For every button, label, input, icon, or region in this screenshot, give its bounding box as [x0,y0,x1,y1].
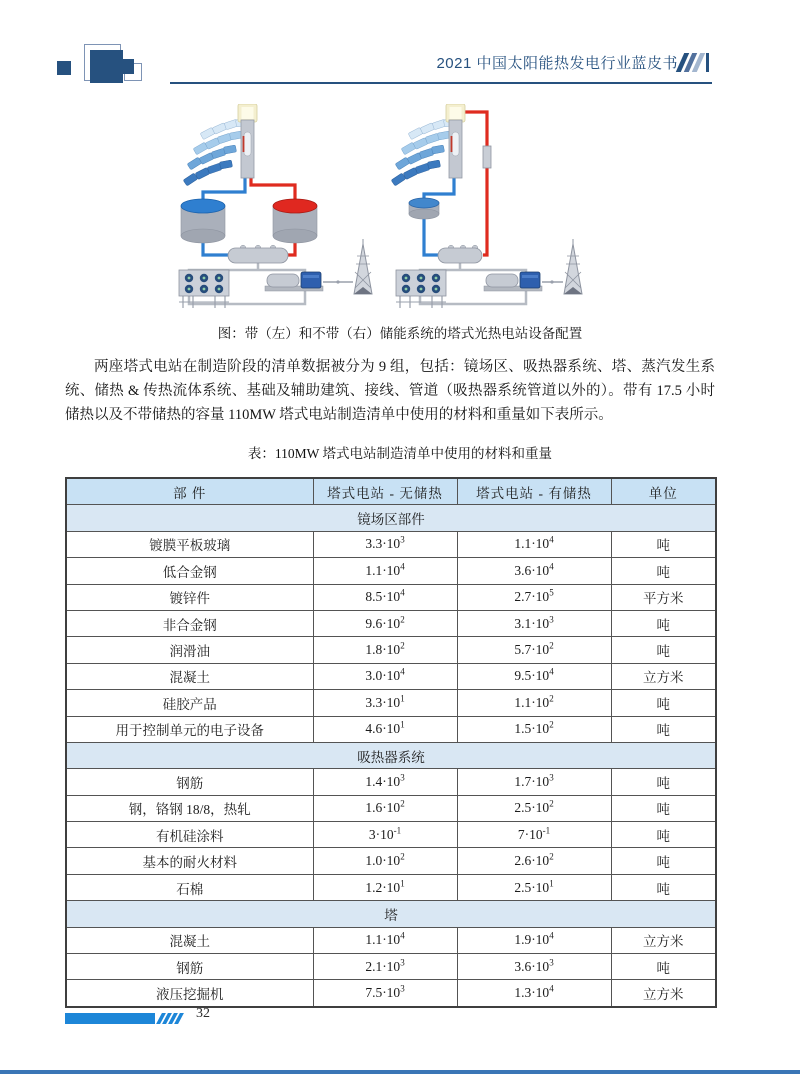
component-cell: 混凝土 [66,663,313,689]
unit-cell: 吨 [611,822,716,848]
deco-square-mid [119,59,134,74]
heliostat-field-icon [391,118,456,186]
section-cell: 塔 [66,901,716,927]
page-number: 32 [196,1006,210,1021]
value-cell-no-storage: $3.3\cdot 10^3$ [313,531,457,557]
component-cell: 非合金钢 [66,610,313,636]
value-cell-with-storage: $7\cdot 10^{-1}$ [457,822,611,848]
component-cell: 镀锌件 [66,584,313,610]
value-cell-with-storage: $1.3\cdot 10^4$ [457,980,611,1007]
table-section-row [66,742,716,768]
materials-table-container [65,477,717,1008]
table-section-row [66,505,716,531]
section-cell: 镜场区部件 [66,505,716,531]
value-cell-no-storage: $1.8\cdot 10^2$ [313,637,457,663]
component-cell: 液压挖掘机 [66,980,313,1007]
table-row [66,822,716,848]
component-cell: 钢，铬钢 18/8，热轧 [66,795,313,821]
component-cell: 硅胶产品 [66,690,313,716]
document-title: 2021 中国太阳能热发电行业蓝皮书 [436,55,678,72]
table-row [66,874,716,900]
value-cell-no-storage: $7.5\cdot 10^3$ [313,980,457,1007]
unit-cell: 吨 [611,848,716,874]
deco-square-small [57,61,71,75]
section-cell: 吸热器系统 [66,742,716,768]
table-row [66,663,716,689]
column-header-component: 部 件 [66,478,313,505]
value-cell-no-storage: $3.3\cdot 10^1$ [313,690,457,716]
value-cell-no-storage: $1.0\cdot 10^2$ [313,848,457,874]
unit-cell: 吨 [611,716,716,742]
value-cell-with-storage: $5.7\cdot 10^2$ [457,637,611,663]
footer-bar [65,1013,155,1024]
component-cell: 润滑油 [66,637,313,663]
steam-generator-icon [228,245,288,263]
component-cell: 有机硅涂料 [66,822,313,848]
tower-receiver-icon [446,104,465,178]
unit-cell: 吨 [611,874,716,900]
value-cell-with-storage: $1.7\cdot 10^3$ [457,769,611,795]
component-cell: 混凝土 [66,927,313,953]
unit-cell: 立方米 [611,927,716,953]
value-cell-with-storage: $2.5\cdot 10^2$ [457,795,611,821]
unit-cell: 立方米 [611,663,716,689]
table-row [66,848,716,874]
table-title: 表：110MW 塔式电站制造清单中使用的材料和重量 [247,446,553,461]
component-cell: 钢筋 [66,954,313,980]
header-vertical-bar [706,53,709,72]
unit-cell: 吨 [611,637,716,663]
tower-receiver-icon [238,104,257,178]
value-cell-with-storage: $2.7\cdot 10^5$ [457,584,611,610]
value-cell-with-storage: $3.6\cdot 10^3$ [457,954,611,980]
column-header-with-storage: 塔式电站 - 有储热 [457,478,611,505]
unit-cell: 吨 [611,610,716,636]
unit-cell: 吨 [611,690,716,716]
column-header-no-storage: 塔式电站 - 无储热 [313,478,457,505]
table-row [66,584,716,610]
turbine-generator-icon [484,272,542,291]
plant-with-storage-diagram [179,104,372,308]
heliostat-field-icon [183,118,248,186]
value-cell-with-storage: $1.1\cdot 10^2$ [457,690,611,716]
table-row [66,927,716,953]
transmission-tower-icon [354,239,372,294]
body-paragraph: 两座塔式电站在制造阶段的清单数据被分为 9 组，包括：镜场区、吸热器系统、塔、蒸汽发生系统、储热 & 传热流体系统、基础及辅助建筑、接线、管道（吸热器系统管道以外的）。带有 17.5 小时储热以及不带储热的容量 110MW 塔式电站制造清单中使用的材料和重量如下表所示。 [65,359,715,423]
column-header-unit: 单位 [611,478,716,505]
table-row [66,954,716,980]
value-cell-no-storage: $4.6\cdot 10^1$ [313,716,457,742]
value-cell-with-storage: $3.1\cdot 10^3$ [457,610,611,636]
hot-tank-icon [273,199,317,243]
plant-without-storage-diagram [391,104,582,308]
component-cell: 钢筋 [66,769,313,795]
value-cell-with-storage: $1.1\cdot 10^4$ [457,531,611,557]
value-cell-no-storage: $1.1\cdot 10^4$ [313,558,457,584]
component-cell: 镀膜平板玻璃 [66,531,313,557]
unit-cell: 吨 [611,769,716,795]
buffer-tank-icon [409,198,439,219]
solar-plant-diagram [155,104,645,319]
table-header-row [66,478,716,505]
value-cell-with-storage: $3.6\cdot 10^4$ [457,558,611,584]
value-cell-no-storage: $1.6\cdot 10^2$ [313,795,457,821]
table-row [66,531,716,557]
value-cell-with-storage: $1.5\cdot 10^2$ [457,716,611,742]
header-slash-decoration [680,53,701,72]
value-cell-no-storage: $1.1\cdot 10^4$ [313,927,457,953]
unit-cell: 吨 [611,795,716,821]
cold-tank-icon [181,199,225,243]
table-row [66,795,716,821]
condenser-icon [179,270,229,308]
component-cell: 石棉 [66,874,313,900]
value-cell-no-storage: $2.1\cdot 10^3$ [313,954,457,980]
table-section-row [66,901,716,927]
value-cell-with-storage: $9.5\cdot 10^4$ [457,663,611,689]
value-cell-with-storage: $2.6\cdot 10^2$ [457,848,611,874]
transmission-tower-icon [564,239,582,294]
turbine-generator-icon [265,272,323,291]
value-cell-no-storage: $9.6\cdot 10^2$ [313,610,457,636]
table-row [66,610,716,636]
header-rule-line [170,82,712,84]
value-cell-no-storage: $8.5\cdot 10^4$ [313,584,457,610]
unit-cell: 吨 [611,954,716,980]
component-cell: 用于控制单元的电子设备 [66,716,313,742]
table-row [66,716,716,742]
condenser-icon [396,270,446,308]
table-row [66,769,716,795]
unit-cell: 吨 [611,558,716,584]
value-cell-no-storage: $3.0\cdot 10^4$ [313,663,457,689]
unit-cell: 吨 [611,531,716,557]
table-row [66,980,716,1007]
table-row [66,558,716,584]
unit-cell: 平方米 [611,584,716,610]
value-cell-no-storage: $3\cdot 10^{-1}$ [313,822,457,848]
component-cell: 基本的耐火材料 [66,848,313,874]
materials-table-body [66,505,716,1007]
page-bottom-rule [0,1070,800,1074]
materials-table [65,477,717,1008]
value-cell-no-storage: $1.4\cdot 10^3$ [313,769,457,795]
footer-slash-decoration [159,1013,181,1024]
steam-generator-icon [438,245,482,263]
value-cell-with-storage: $1.9\cdot 10^4$ [457,927,611,953]
figure-caption: 图：带（左）和不带（右）储能系统的塔式光热电站设备配置 [217,326,583,341]
component-cell: 低合金钢 [66,558,313,584]
table-row [66,690,716,716]
value-cell-with-storage: $2.5\cdot 10^1$ [457,874,611,900]
table-row [66,637,716,663]
value-cell-no-storage: $1.2\cdot 10^1$ [313,874,457,900]
unit-cell: 立方米 [611,980,716,1007]
